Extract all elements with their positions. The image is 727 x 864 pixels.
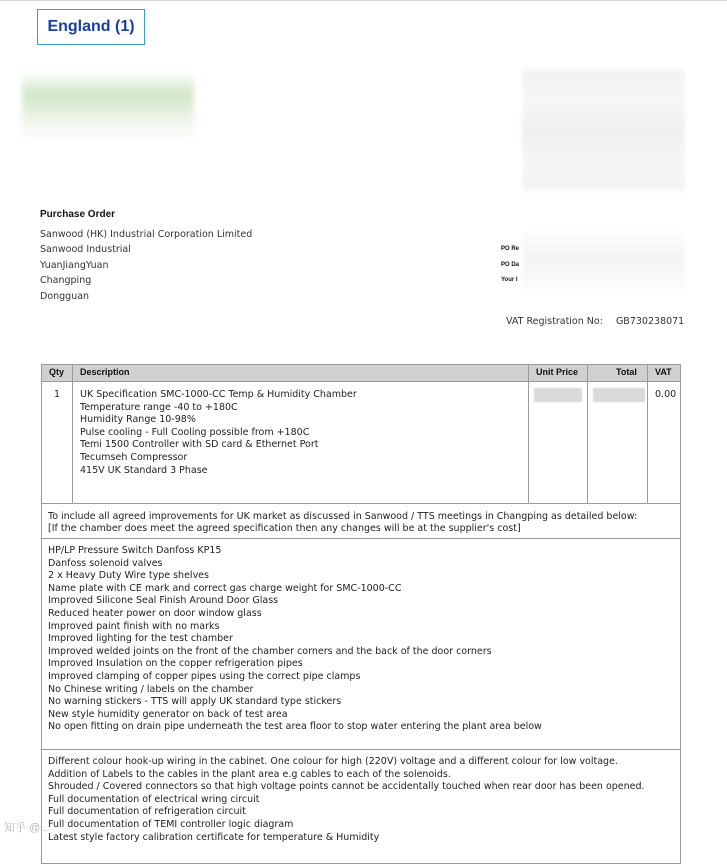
list-item: Different colour hook-up wiring in the cabinet. One colour for high (220V) voltage and a different colour for low voltage.: [48, 756, 618, 767]
vat-registration-label: VAT Registration No:: [506, 316, 603, 327]
address-line: Sanwood Industrial: [40, 244, 131, 255]
header-description: Description: [80, 367, 130, 377]
list-item: Addition of Labels to the cables in the plant area e.g cables to each of the solenoids.: [48, 768, 451, 780]
column-divider: [528, 364, 529, 504]
page-title: England (1): [47, 18, 135, 35]
list-item: Shrouded / Covered connectors so that high voltage points cannot be accidentally touched when rear door has been opened.: [48, 781, 645, 793]
description-line: UK Specification SMC-1000-CC Temp & Humidity Chamber: [80, 389, 357, 400]
note-line: [If the chamber does meet the agreed specification then any changes will be at the supplier's cost]: [48, 523, 521, 534]
list-item: Full documentation of TEMI controller logic diagram: [48, 818, 294, 830]
address-line: YuanJiangYuan: [40, 260, 109, 271]
page-title-box: [37, 9, 145, 45]
list-item: HP/LP Pressure Switch Danfoss KP15: [48, 545, 222, 556]
header-vat: VAT: [655, 367, 672, 377]
row-qty: 1: [54, 389, 61, 400]
column-divider: [72, 364, 73, 504]
list-item: New style humidity generator on back of test area: [48, 708, 288, 720]
description-line: 415V UK Standard 3 Phase: [80, 465, 208, 476]
address-line: Changping: [40, 275, 92, 286]
redacted-company-block: [522, 70, 685, 190]
po-ref-label: PO Re: [501, 246, 520, 252]
your-ref-label: Your I: [501, 277, 518, 283]
improvements-list: [48, 545, 542, 734]
watermark: [4, 818, 114, 836]
list-item: Danfoss solenoid valves: [48, 557, 163, 569]
row-divider: [41, 749, 681, 750]
list-item: No Chinese writing / labels on the chamber: [48, 683, 254, 695]
description-line: Tecumseh Compressor: [80, 452, 188, 463]
description-line: Temperature range -40 to +180C: [80, 402, 238, 413]
column-divider: [587, 364, 588, 504]
redacted-logo: [22, 72, 194, 144]
list-item: Reduced heater power on door window glass: [48, 607, 262, 619]
list-item: Improved Insulation on the copper refrigeration pipes: [48, 658, 303, 670]
header-qty: Qty: [49, 367, 65, 377]
row-divider: [41, 503, 681, 504]
vat-registration-value: GB730238071: [615, 316, 685, 327]
column-divider: [647, 364, 648, 504]
po-heading: Purchase Order: [40, 209, 116, 220]
top-divider: [0, 0, 727, 1]
list-item: Name plate with CE mark and correct gas charge weight for SMC-1000-CC: [48, 582, 402, 594]
address-line: Sanwood (HK) Industrial Corporation Limited: [40, 229, 253, 240]
description-line: Temi 1500 Controller with SD card & Ethernet Port: [80, 439, 319, 450]
description-line: Pulse cooling - Full Cooling possible from +180C: [80, 427, 310, 438]
list-item: No open fitting on drain pipe underneath the test area floor to stop water entering the plant area below: [48, 721, 542, 733]
header-unit-price: Unit Price: [536, 367, 579, 377]
list-item: Latest style factory calibration certificate for temperature & Humidity: [48, 831, 380, 843]
address-line: Dongguan: [40, 291, 90, 302]
redacted-total: [593, 388, 645, 402]
list-item: Improved clamping of copper pipes using the correct pipe clamps: [48, 670, 361, 682]
row-vat: 0.00: [655, 389, 677, 400]
list-item: Improved welded joints on the front of the chamber corners and the back of the door corners: [48, 645, 492, 657]
vat-registration: [506, 316, 684, 327]
list-item: Improved lighting for the test chamber: [48, 633, 233, 645]
table-header: [41, 364, 681, 382]
row-divider: [41, 538, 681, 539]
wiring-list: [48, 756, 645, 844]
note-line: To include all agreed improvements for UK market as discussed in Sanwood / TTS meetings in Changping as detailed below:: [48, 511, 638, 522]
po-date-label: PO Da: [501, 262, 520, 268]
redacted-unit-price: [534, 388, 582, 402]
list-item: No warning stickers - TTS will apply UK standard type stickers: [48, 696, 342, 708]
list-item: Full documentation of refrigeration circuit: [48, 806, 246, 818]
watermark-text: 知乎 @...: [4, 822, 50, 834]
redacted-po-details: [522, 232, 685, 290]
list-item: Full documentation of electrical wring circuit: [48, 793, 260, 805]
header-total: Total: [616, 367, 637, 377]
list-item: Improved paint finish with no marks: [48, 620, 220, 632]
list-item: 2 x Heavy Duty Wire type shelves: [48, 570, 209, 582]
description-line: Humidity Range 10-98%: [80, 414, 196, 425]
list-item: Improved Silicone Seal Finish Around Door Glass: [48, 595, 279, 607]
